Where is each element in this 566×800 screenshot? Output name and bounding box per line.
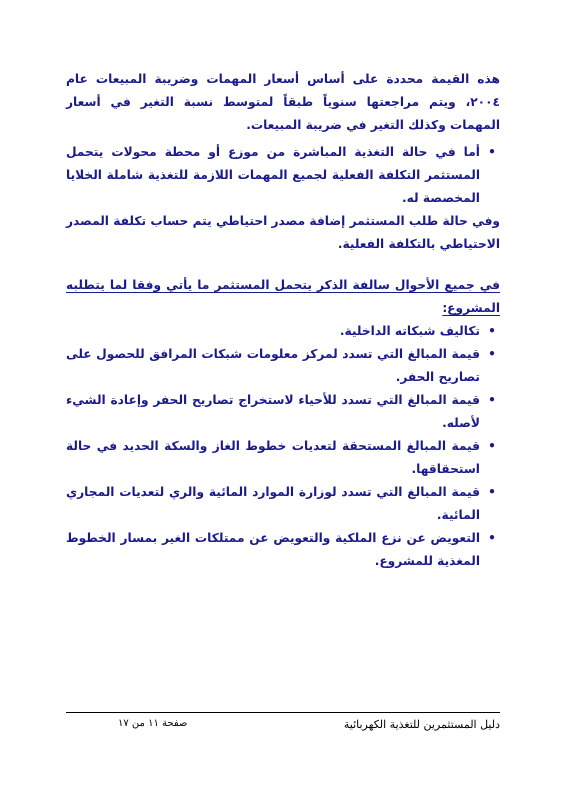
list-item [66, 527, 500, 573]
list-item-text: قيمة المبالغ التي تسدد لوزارة الموارد المائية والري لتعديات المجاري المائية. [66, 485, 480, 522]
list-item-text: التعويض عن نزع الملكية والتعويض عن ممتلكات الغير بمسار الخطوط المغذية للمشروع. [66, 531, 480, 568]
bullet-dot-icon: • [488, 485, 496, 499]
bullet-dot-icon: • [488, 393, 496, 407]
list-item [66, 320, 500, 343]
paragraph-backup-source: وفي حالة طلب المستثمر إضافة مصدر احتياطي يتم حساب تكلفة المصدر الاحتياطي بالتكلفة الفعلية. [66, 214, 500, 251]
list-item-text: قيمة المبالغ التي تسدد لمركز معلومات شبكات المرافق للحصول على تصاريح الحفر. [66, 347, 480, 384]
list-item [66, 343, 500, 389]
list-item-text: قيمة المبالغ التي تسدد للأحياء لاستخراج تصاريح الحفر وإعادة الشيء لأصله. [66, 393, 480, 430]
list-item-text: قيمة المبالغ المستحقة لتعديات خطوط الغاز والسكة الحديد في حالة استحقاقها. [66, 439, 480, 476]
footer-divider [66, 712, 500, 713]
list-intro [66, 274, 500, 320]
paragraph-sales-tax: هذه القيمة محددة على أساس أسعار المهمات وضريبة المبيعات عام ٢٠٠٤، ويتم مراجعتها سنوياً طبقاً لمتوسط نسبة التغير في أسعار المهمات وكذلك التغير في ضريبة المبيعات. [66, 72, 500, 132]
bullet-direct-feed-text: أما في حالة التغذية المباشرة من موزع أو محطة محولات يتحمل المستثمر التكلفة الفعلية لجميع المهمات اللازمة للتغذية شاملة الخلايا المخصصة له. [66, 145, 480, 205]
list-item [66, 389, 500, 435]
bullet-dot-icon: • [488, 347, 496, 361]
body-content [66, 68, 500, 573]
list-item [66, 481, 500, 527]
bullet-direct-feed [66, 141, 500, 210]
list-item-text: تكاليف شبكاته الداخلية. [339, 324, 480, 338]
bullet-dot-icon: • [488, 439, 496, 453]
page-number: صفحة ١١ من ١٧ [118, 718, 188, 729]
list-item [66, 435, 500, 481]
spacer [66, 256, 500, 274]
bullet-dot-icon: • [488, 531, 496, 545]
bullet-dot-icon: • [488, 145, 496, 159]
page-footer [66, 718, 500, 738]
footer-title: دليل المستثمرين للتغذية الكهربائية [343, 718, 500, 731]
bullet-dot-icon: • [488, 324, 496, 338]
list-intro-text: في جميع الأحوال سالفة الذكر يتحمل المستثمر ما يأتي وفقا لما يتطلبه المشروع: [66, 278, 500, 315]
